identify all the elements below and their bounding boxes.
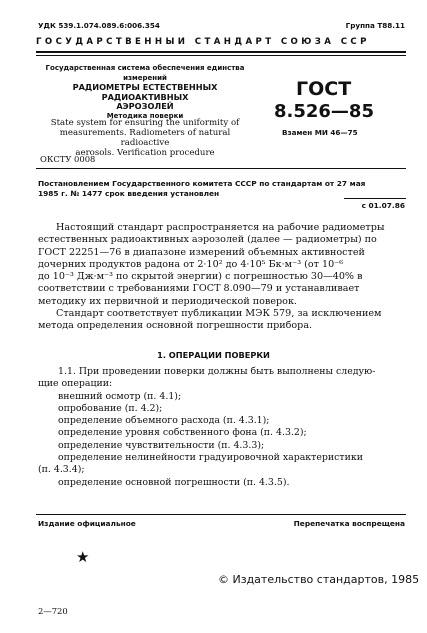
list-item: определение уровня собственного фона (п. 4.3.2); xyxy=(58,427,307,439)
operations-intro: 1.1. При проведении поверки должны быть выполнены следую- xyxy=(58,366,376,377)
title-ru-line2: измерений xyxy=(123,73,167,82)
list-item: определение основной погрешности (п. 4.3.5). xyxy=(58,476,290,488)
since-underline xyxy=(344,198,406,199)
decree-text xyxy=(38,179,406,199)
intro-line: соответствии с требованиями ГОСТ 8.090—79 и устанавливает xyxy=(38,283,360,295)
intro-line: естественных радиоактивных аэрозолей (далее — радиометры) по xyxy=(38,234,377,246)
list-item: внешний осмотр (п. 4.1); xyxy=(58,390,182,402)
intro-p2-line: метода определения основной погрешности прибора. xyxy=(38,320,313,332)
header-rule-thick xyxy=(36,51,406,53)
star-icon: ★ xyxy=(76,548,90,566)
intro-line: ГОСТ 22251—76 в диапазоне измерений объемных активностей xyxy=(38,246,365,258)
nonlin-word: градуировочной xyxy=(198,452,280,464)
gost-number: 8.526—85 xyxy=(274,101,374,122)
nonlin-word: нелинейности xyxy=(125,452,196,464)
decree-line1: Постановлением Государственного комитета СССР по стандартам от 27 мая xyxy=(38,179,366,188)
list-item: определение объемного расхода (п. 4.3.1); xyxy=(58,415,270,427)
page-number: 2—720 xyxy=(38,606,68,616)
title-english xyxy=(40,118,250,158)
replaces-note: Взамен МИ 46—75 xyxy=(282,128,358,137)
intro-p2-line: Стандарт соответствует публикации МЭК 579, за исключением xyxy=(56,308,382,320)
decree-line2: 1985 г. № 1477 срок введения установлен xyxy=(38,189,220,198)
intro-line: дочерних продуктов радона от 2·10² до 4·10⁵ Бк·м⁻³ (от 10⁻⁶ xyxy=(38,258,344,270)
title-en-line3: aerosols. Verification procedure xyxy=(75,148,215,158)
footer-rule xyxy=(36,514,406,515)
copyright-notice: © Издательство стандартов, 1985 xyxy=(218,573,420,586)
group-code: Группа Т88.11 xyxy=(345,21,405,30)
intro-line: до 10⁻³ Дж·м⁻³ по скрытой энергии) с погрешностью 30—40% в xyxy=(38,271,363,283)
intro-line: Настоящий стандарт распространяется на рабочие радиометры xyxy=(56,222,385,233)
title-russian xyxy=(40,64,250,122)
intro-paragraphs xyxy=(38,222,406,333)
list-item-ref: (п. 4.3.4); xyxy=(38,464,85,476)
standard-banner: ГОСУДАРСТВЕННЫЙ СТАНДАРТ СОЮЗА ССР xyxy=(36,37,370,47)
title-ru-line1: Государственная система обеспечения единства xyxy=(45,64,245,72)
title-en-line2: measurements. Radiometers of natural radioactive xyxy=(59,128,231,148)
udk-code: УДК 539.1.074.089.6:006.354 xyxy=(38,21,160,30)
gost-label: ГОСТ xyxy=(296,78,352,100)
nonlin-word: определение xyxy=(58,452,123,464)
header-rule-thin xyxy=(36,55,406,56)
intro-line: методику их первичной и периодической поверок. xyxy=(38,295,297,307)
list-item: опробование (п. 4.2); xyxy=(58,402,163,414)
okstu-code: ОКСТУ 0008 xyxy=(40,154,96,164)
title-ru-method: Методика поверки xyxy=(106,111,184,120)
operations-list xyxy=(38,366,406,489)
title-ru-main2: АЭРОЗОЛЕЙ xyxy=(116,101,174,112)
list-item: определение чувствительности (п. 4.3.3); xyxy=(58,439,265,451)
list-item-nonlinearity xyxy=(38,452,406,464)
reprint-prohibited: Перепечатка воспрещена xyxy=(293,519,405,528)
effective-date: с 01.07.86 xyxy=(361,201,405,210)
official-edition: Издание официальное xyxy=(38,519,136,528)
nonlin-word: характеристики xyxy=(282,452,363,464)
title-rule xyxy=(36,168,406,169)
title-ru-main1: РАДИОМЕТРЫ ЕСТЕСТВЕННЫХ РАДИОАКТИВНЫХ xyxy=(72,82,218,102)
title-en-line1: State system for ensuring the uniformity of xyxy=(50,118,240,128)
section-heading: 1. ОПЕРАЦИИ ПОВЕРКИ xyxy=(157,350,270,360)
operations-intro-cont: щие операции: xyxy=(38,378,113,390)
